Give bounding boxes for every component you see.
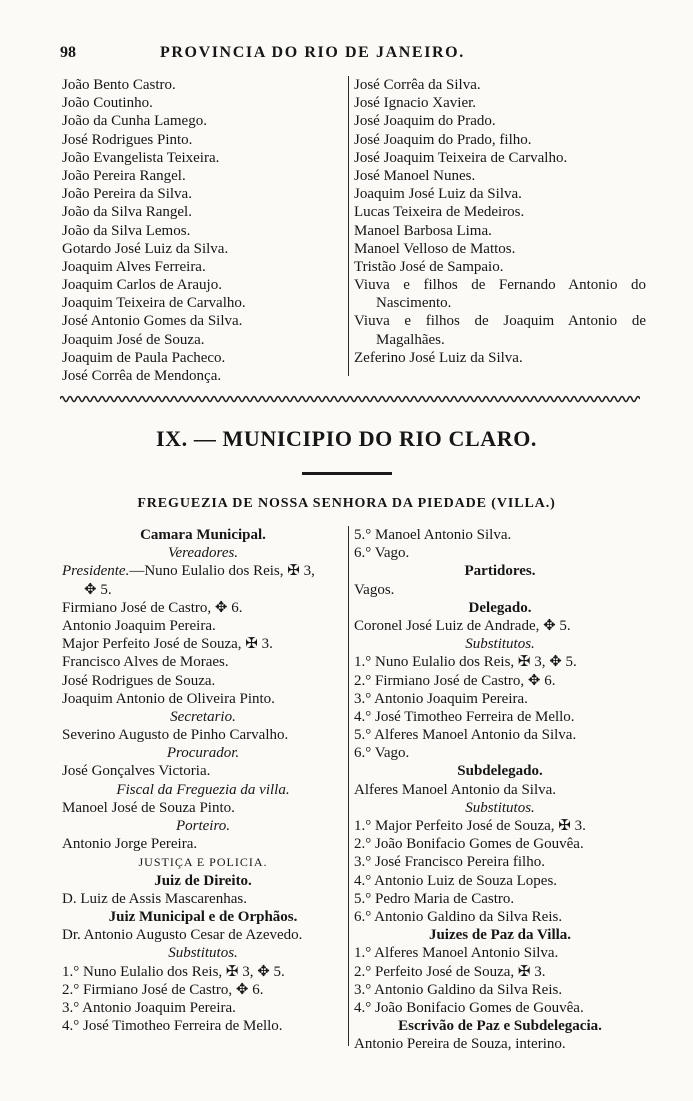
heading: JUSTIÇA E POLICIA. xyxy=(138,855,268,870)
list-item: Manoel Velloso de Mattos. xyxy=(354,240,516,257)
heading: Juiz Municipal e de Orphãos. xyxy=(108,908,298,925)
list-item: 6.° Vago. xyxy=(354,745,410,762)
list-item: Firmiano José de Castro, ✥ 6. xyxy=(62,599,243,616)
list-item: Lucas Teixeira de Medeiros. xyxy=(354,204,525,221)
list-item: 5.° Manoel Antonio Silva. xyxy=(354,527,512,543)
list-item: 2.° Perfeito José de Souza, ✠ 3. xyxy=(354,963,546,980)
list-item: 6.° Vago. xyxy=(354,545,410,562)
list-item: 2.° Firmiano José de Castro, ✥ 6. xyxy=(62,981,264,998)
list-item: 4.° José Timotheo Ferreira de Mello. xyxy=(354,708,575,725)
title-rule xyxy=(302,472,392,475)
list-item: João Pereira da Silva. xyxy=(62,186,192,203)
list-item: José Joaquim Teixeira de Carvalho. xyxy=(354,149,568,166)
list-item: Severino Augusto de Pinho Carvalho. xyxy=(62,727,289,744)
role-label: Presidente. xyxy=(62,563,130,580)
subheading: Vereadores. xyxy=(167,545,239,562)
list-item: José Rodrigues Pinto. xyxy=(62,131,193,148)
list-item: João Pereira Rangel. xyxy=(62,167,186,184)
list-item: 6.° Antonio Galdino da Silva Reis. xyxy=(354,908,563,925)
list-item: José Manoel Nunes. xyxy=(354,167,476,184)
list-item: José Corrêa da Silva. xyxy=(354,77,481,93)
list-item: 4.° José Timotheo Ferreira de Mello. xyxy=(62,1018,283,1035)
list-item: João da Silva Rangel. xyxy=(62,204,192,221)
list-item: 4.° João Bonifacio Gomes de Gouvêa. xyxy=(354,999,584,1016)
list-item: Antonio Jorge Pereira. xyxy=(62,836,198,853)
list-item: Dr. Antonio Augusto Cesar de Azevedo. xyxy=(62,927,303,944)
list-item: Joaquim Alves Ferreira. xyxy=(62,258,206,275)
lower-left-column xyxy=(62,526,344,1035)
list-item: Tristão José de Sampaio. xyxy=(354,258,504,275)
list-item: Viuva e filhos de Joaquim Antonio de xyxy=(354,313,646,330)
list-item: José Joaquim do Prado, filho. xyxy=(354,131,532,148)
subheading: Fiscal da Freguezia da villa. xyxy=(116,781,290,798)
heading: Partidores. xyxy=(464,563,536,580)
list-item: Joaquim Carlos de Araujo. xyxy=(62,277,222,294)
list-item: João Bento Castro. xyxy=(62,77,176,93)
list-item: Gotardo José Luiz da Silva. xyxy=(62,240,229,257)
list-item xyxy=(62,562,344,580)
list-item: Joaquim Teixeira de Carvalho. xyxy=(62,295,246,312)
list-item: 3.° Antonio Joaquim Pereira. xyxy=(62,999,236,1016)
list-item: 3.° José Francisco Pereira filho. xyxy=(354,854,545,871)
list-item: Alferes Manoel Antonio da Silva. xyxy=(354,781,557,798)
list-item: D. Luiz de Assis Mascarenhas. xyxy=(62,890,247,907)
list-item: José Ignacio Xavier. xyxy=(354,95,477,112)
list-item-continuation: Nascimento. xyxy=(376,295,452,312)
subheading: Porteiro. xyxy=(175,818,231,834)
ornamental-divider xyxy=(60,392,640,406)
lower-right-column xyxy=(354,526,646,1053)
subheading: Substitutos. xyxy=(465,636,535,653)
list-item: Joaquim José de Souza. xyxy=(62,331,205,348)
heading: Juizes de Paz da Villa. xyxy=(428,927,572,944)
section-subtitle: FREGUEZIA DE NOSSA SENHORA DA PIEDADE (VILLA.) xyxy=(137,496,556,511)
subheading: Substitutos. xyxy=(168,945,238,962)
list-item: José Rodrigues de Souza. xyxy=(62,672,216,689)
subheading: Substitutos. xyxy=(465,799,535,816)
list-item: Joaquim José Luiz da Silva. xyxy=(354,186,522,203)
page-header xyxy=(60,44,638,66)
page-number: 98 xyxy=(60,44,76,61)
list-item: Antonio Pereira de Souza, interino. xyxy=(354,1036,566,1053)
heading: Delegado. xyxy=(468,599,532,616)
list-item: 5.° Pedro Maria de Castro. xyxy=(354,890,515,907)
heading: Escrivão de Paz e Subdelegacia. xyxy=(398,1018,602,1035)
list-item: 4.° Antonio Luiz de Souza Lopes. xyxy=(354,872,558,889)
list-item: João Evangelista Teixeira. xyxy=(62,149,220,166)
heading: Juiz de Direito. xyxy=(154,872,252,889)
list-item: Antonio Joaquim Pereira. xyxy=(62,617,216,634)
list-item: José Gonçalves Victoria. xyxy=(62,763,211,780)
subheading: Procurador. xyxy=(166,745,240,762)
list-item: Francisco Alves de Moraes. xyxy=(62,654,229,671)
list-item: Coronel José Luiz de Andrade, ✥ 5. xyxy=(354,617,571,634)
heading: Subdelegado. xyxy=(457,763,543,780)
list-item: João da Silva Lemos. xyxy=(62,222,191,239)
list-item: 5.° Alferes Manoel Antonio da Silva. xyxy=(354,727,577,744)
list-item: José Joaquim do Prado. xyxy=(354,113,496,130)
list-item: 2.° João Bonifacio Gomes de Gouvêa. xyxy=(354,836,584,853)
list-item: Vagos. xyxy=(354,581,395,598)
list-item-continuation: Magalhães. xyxy=(376,331,445,348)
list-item: 3.° Antonio Galdino da Silva Reis. xyxy=(354,981,563,998)
list-item: 3.° Antonio Joaquim Pereira. xyxy=(354,690,528,707)
top-left-column xyxy=(62,76,344,385)
column-divider xyxy=(348,526,349,1046)
role-name: —Nuno Eulalio dos Reis, ✠ 3, xyxy=(129,563,315,580)
heading: Camara Municipal. xyxy=(140,527,266,543)
list-item: Joaquim Antonio de Oliveira Pinto. xyxy=(62,690,275,707)
list-item: 2.° Firmiano José de Castro, ✥ 6. xyxy=(354,672,556,689)
column-divider xyxy=(348,76,349,376)
list-item: Manoel José de Souza Pinto. xyxy=(62,799,235,816)
running-title: PROVINCIA DO RIO DE JANEIRO. xyxy=(160,44,465,61)
list-item: Manoel Barbosa Lima. xyxy=(354,222,492,239)
list-item: Major Perfeito José de Souza, ✠ 3. xyxy=(62,636,273,653)
list-item: João da Cunha Lamego. xyxy=(62,113,207,130)
top-right-column xyxy=(354,76,646,367)
list-item-continuation: ✥ 5. xyxy=(84,581,112,598)
list-item: 1.° Alferes Manoel Antonio Silva. xyxy=(354,945,559,962)
subheading: Secretario. xyxy=(170,708,236,725)
list-item: José Antonio Gomes da Silva. xyxy=(62,313,243,330)
list-item: Joaquim de Paula Pacheco. xyxy=(62,349,226,366)
list-item: João Coutinho. xyxy=(62,95,153,112)
list-item: Viuva e filhos de Fernando Antonio do xyxy=(354,277,646,294)
list-item: Zeferino José Luiz da Silva. xyxy=(354,349,523,366)
list-item: 1.° Nuno Eulalio dos Reis, ✠ 3, ✥ 5. xyxy=(354,654,577,671)
list-item: 1.° Major Perfeito José de Souza, ✠ 3. xyxy=(354,818,586,834)
list-item: José Corrêa de Mendonça. xyxy=(62,368,222,384)
list-item: 1.° Nuno Eulalio dos Reis, ✠ 3, ✥ 5. xyxy=(62,963,285,980)
section-title: IX. — MUNICIPIO DO RIO CLARO. xyxy=(155,426,538,451)
